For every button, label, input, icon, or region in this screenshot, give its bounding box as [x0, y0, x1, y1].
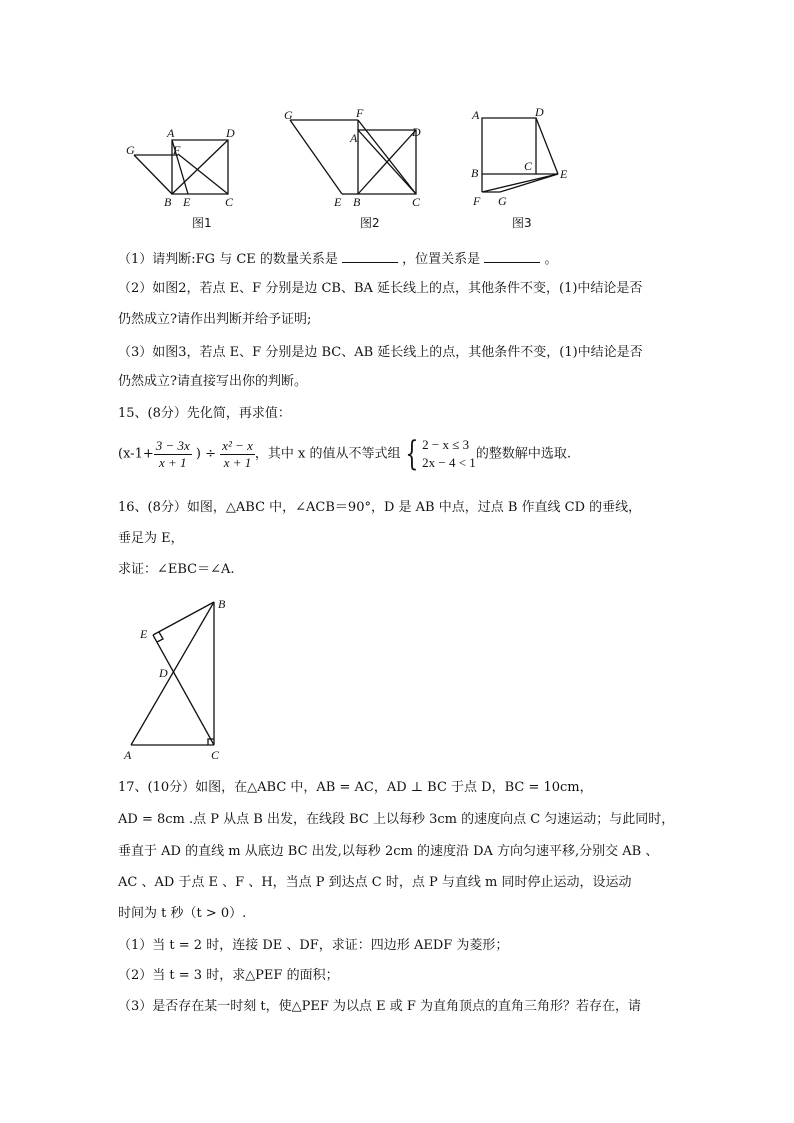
- fig1-label-c: C: [225, 195, 234, 209]
- fig3-label-c: C: [524, 159, 533, 173]
- q14-part1-text-c: 。: [544, 252, 558, 267]
- q16-label-a: A: [124, 748, 132, 762]
- fig3-line-ge: [500, 174, 558, 192]
- fig1-label-g: G: [126, 143, 135, 157]
- q17-subpart-2: （2）当 t = 3 时，求△PEF 的面积；: [118, 968, 339, 983]
- q15-expression: [118, 436, 571, 482]
- q17-line4: AC 、AD 于点 E 、F 、H，当点 P 到达点 C 时，点 P 与直线 m 同时停止运动，设运动: [118, 875, 632, 890]
- q16-line-ce: [153, 635, 214, 745]
- fig1-label-d: D: [226, 126, 235, 140]
- q15-inequality-1: 2 − x ≤ 3: [422, 437, 470, 452]
- fig2-label-g: G: [284, 108, 293, 122]
- q17-line1: 17、(10分）如图，在△ABC 中，AB = AC，AD ⊥ BC 于点 D，BC = 10cm，: [118, 780, 593, 795]
- fig2-line-fc: [358, 120, 416, 194]
- q16-line1: 16、(8分）如图，△ABC 中，∠ACB＝90°，D 是 AB 中点，过点 B 作直线 CD 的垂线，: [118, 500, 642, 515]
- q15-fraction-1: [154, 438, 192, 471]
- fig2-line-ge: [290, 120, 342, 194]
- q16-label-d: D: [159, 666, 168, 680]
- q17-line3: 垂直于 AD 的直线 m 从底边 BC 出发,以每秒 2cm 的速度沿 DA 方向匀速平移,分别交 AB 、: [118, 844, 659, 859]
- fig1-caption: 图1: [192, 216, 212, 230]
- q15-system-brace: {: [404, 434, 418, 474]
- fig2-label-c: C: [412, 195, 421, 209]
- q16-line2: 垂足为 E，: [118, 531, 184, 546]
- figure-3: [462, 104, 582, 232]
- fig2-label-a: A: [350, 131, 358, 145]
- q14-part2-line1: （2）如图2，若点 E、F 分别是边 CB、BA 延长线上的点，其他条件不变，(1)中结论是否: [118, 281, 643, 296]
- fig2-label-b: B: [353, 195, 361, 209]
- q16-label-b: B: [218, 597, 226, 611]
- fig3-label-f: F: [473, 194, 481, 208]
- fig3-caption: 图3: [512, 216, 532, 230]
- fig3-label-e: E: [560, 167, 568, 181]
- q14-answer-blank-1[interactable]: [342, 248, 398, 263]
- fig2-caption: 图2: [360, 216, 380, 230]
- fig3-label-a: A: [472, 108, 480, 122]
- fig3-label-b: B: [471, 166, 479, 180]
- figure-q16: [118, 592, 248, 764]
- fig1-label-e: E: [183, 195, 191, 209]
- q15-expr-open: (x-1+: [118, 446, 154, 462]
- fig3-line-fe: [482, 174, 558, 192]
- q15-frac1-num: 3 − 3x: [155, 437, 190, 453]
- q14-answer-blank-2[interactable]: [484, 248, 540, 263]
- fig1-label-f: F: [173, 143, 181, 157]
- q15-frac2-num: x² − x: [222, 437, 253, 453]
- q15-frac2-den: x + 1: [223, 454, 252, 470]
- q16-right-angle-e: [157, 632, 163, 642]
- fig2-label-f: F: [356, 106, 364, 120]
- q14-part3-line1: （3）如图3，若点 E、F 分别是边 BC、AB 延长线上的点，其他条件不变，(1)中结论是否: [118, 345, 643, 360]
- figure-1: [120, 122, 240, 232]
- fig3-label-d: D: [535, 105, 544, 119]
- q14-part1: [118, 248, 557, 270]
- q15-inequality-system: [422, 436, 476, 472]
- fig1-line-gb: [134, 155, 172, 194]
- figure-2: [280, 104, 430, 232]
- q17-subpart-1: （1）当 t = 2 时，连接 DE 、DF，求证：四边形 AEDF 为菱形；: [118, 938, 509, 953]
- q15-mid-text: ，其中 x 的值从不等式组: [254, 446, 401, 462]
- fig2-label-d: D: [412, 125, 421, 139]
- fig1-label-a: A: [167, 126, 175, 140]
- q16-label-c: C: [211, 748, 220, 762]
- fig2-label-e: E: [334, 195, 342, 209]
- q16-label-e: E: [140, 627, 148, 641]
- fig3-line-de: [536, 118, 558, 174]
- q14-part1-text-a: （1）请判断:FG 与 CE 的数量关系是: [118, 252, 338, 267]
- q15-expr-div: ) ÷: [195, 446, 217, 462]
- q16-line3: 求证：∠EBC＝∠A.: [118, 562, 235, 577]
- q14-part3-line2: 仍然成立?请直接写出你的判断。: [118, 374, 307, 389]
- q14-part2-line2: 仍然成立?请作出判断并给予证明;: [118, 312, 312, 327]
- fig3-label-g: G: [498, 194, 507, 208]
- q17-line2: AD = 8cm .点 P 从点 B 出发，在线段 BC 上以每秒 3cm 的速度向点 C 匀速运动；与此同时，: [118, 812, 675, 827]
- q15-tail-text: 的整数解中选取.: [475, 446, 571, 462]
- q15-fraction-2: [220, 438, 255, 471]
- q14-part1-text-b: ，位置关系是: [402, 252, 481, 267]
- q15-heading: 15、(8分）先化简，再求值：: [118, 406, 291, 421]
- q15-inequality-2: 2x − 4 < 1: [422, 455, 476, 470]
- q15-frac1-den: x + 1: [158, 454, 187, 470]
- q17-subpart-3: （3）是否存在某一时刻 t，使△PEF 为以点 E 或 F 为直角顶点的直角三角形？若存在，请: [118, 999, 642, 1014]
- fig1-line-fc: [178, 154, 228, 194]
- q17-line5: 时间为 t 秒（t > 0）.: [118, 906, 247, 921]
- fig1-label-b: B: [164, 195, 172, 209]
